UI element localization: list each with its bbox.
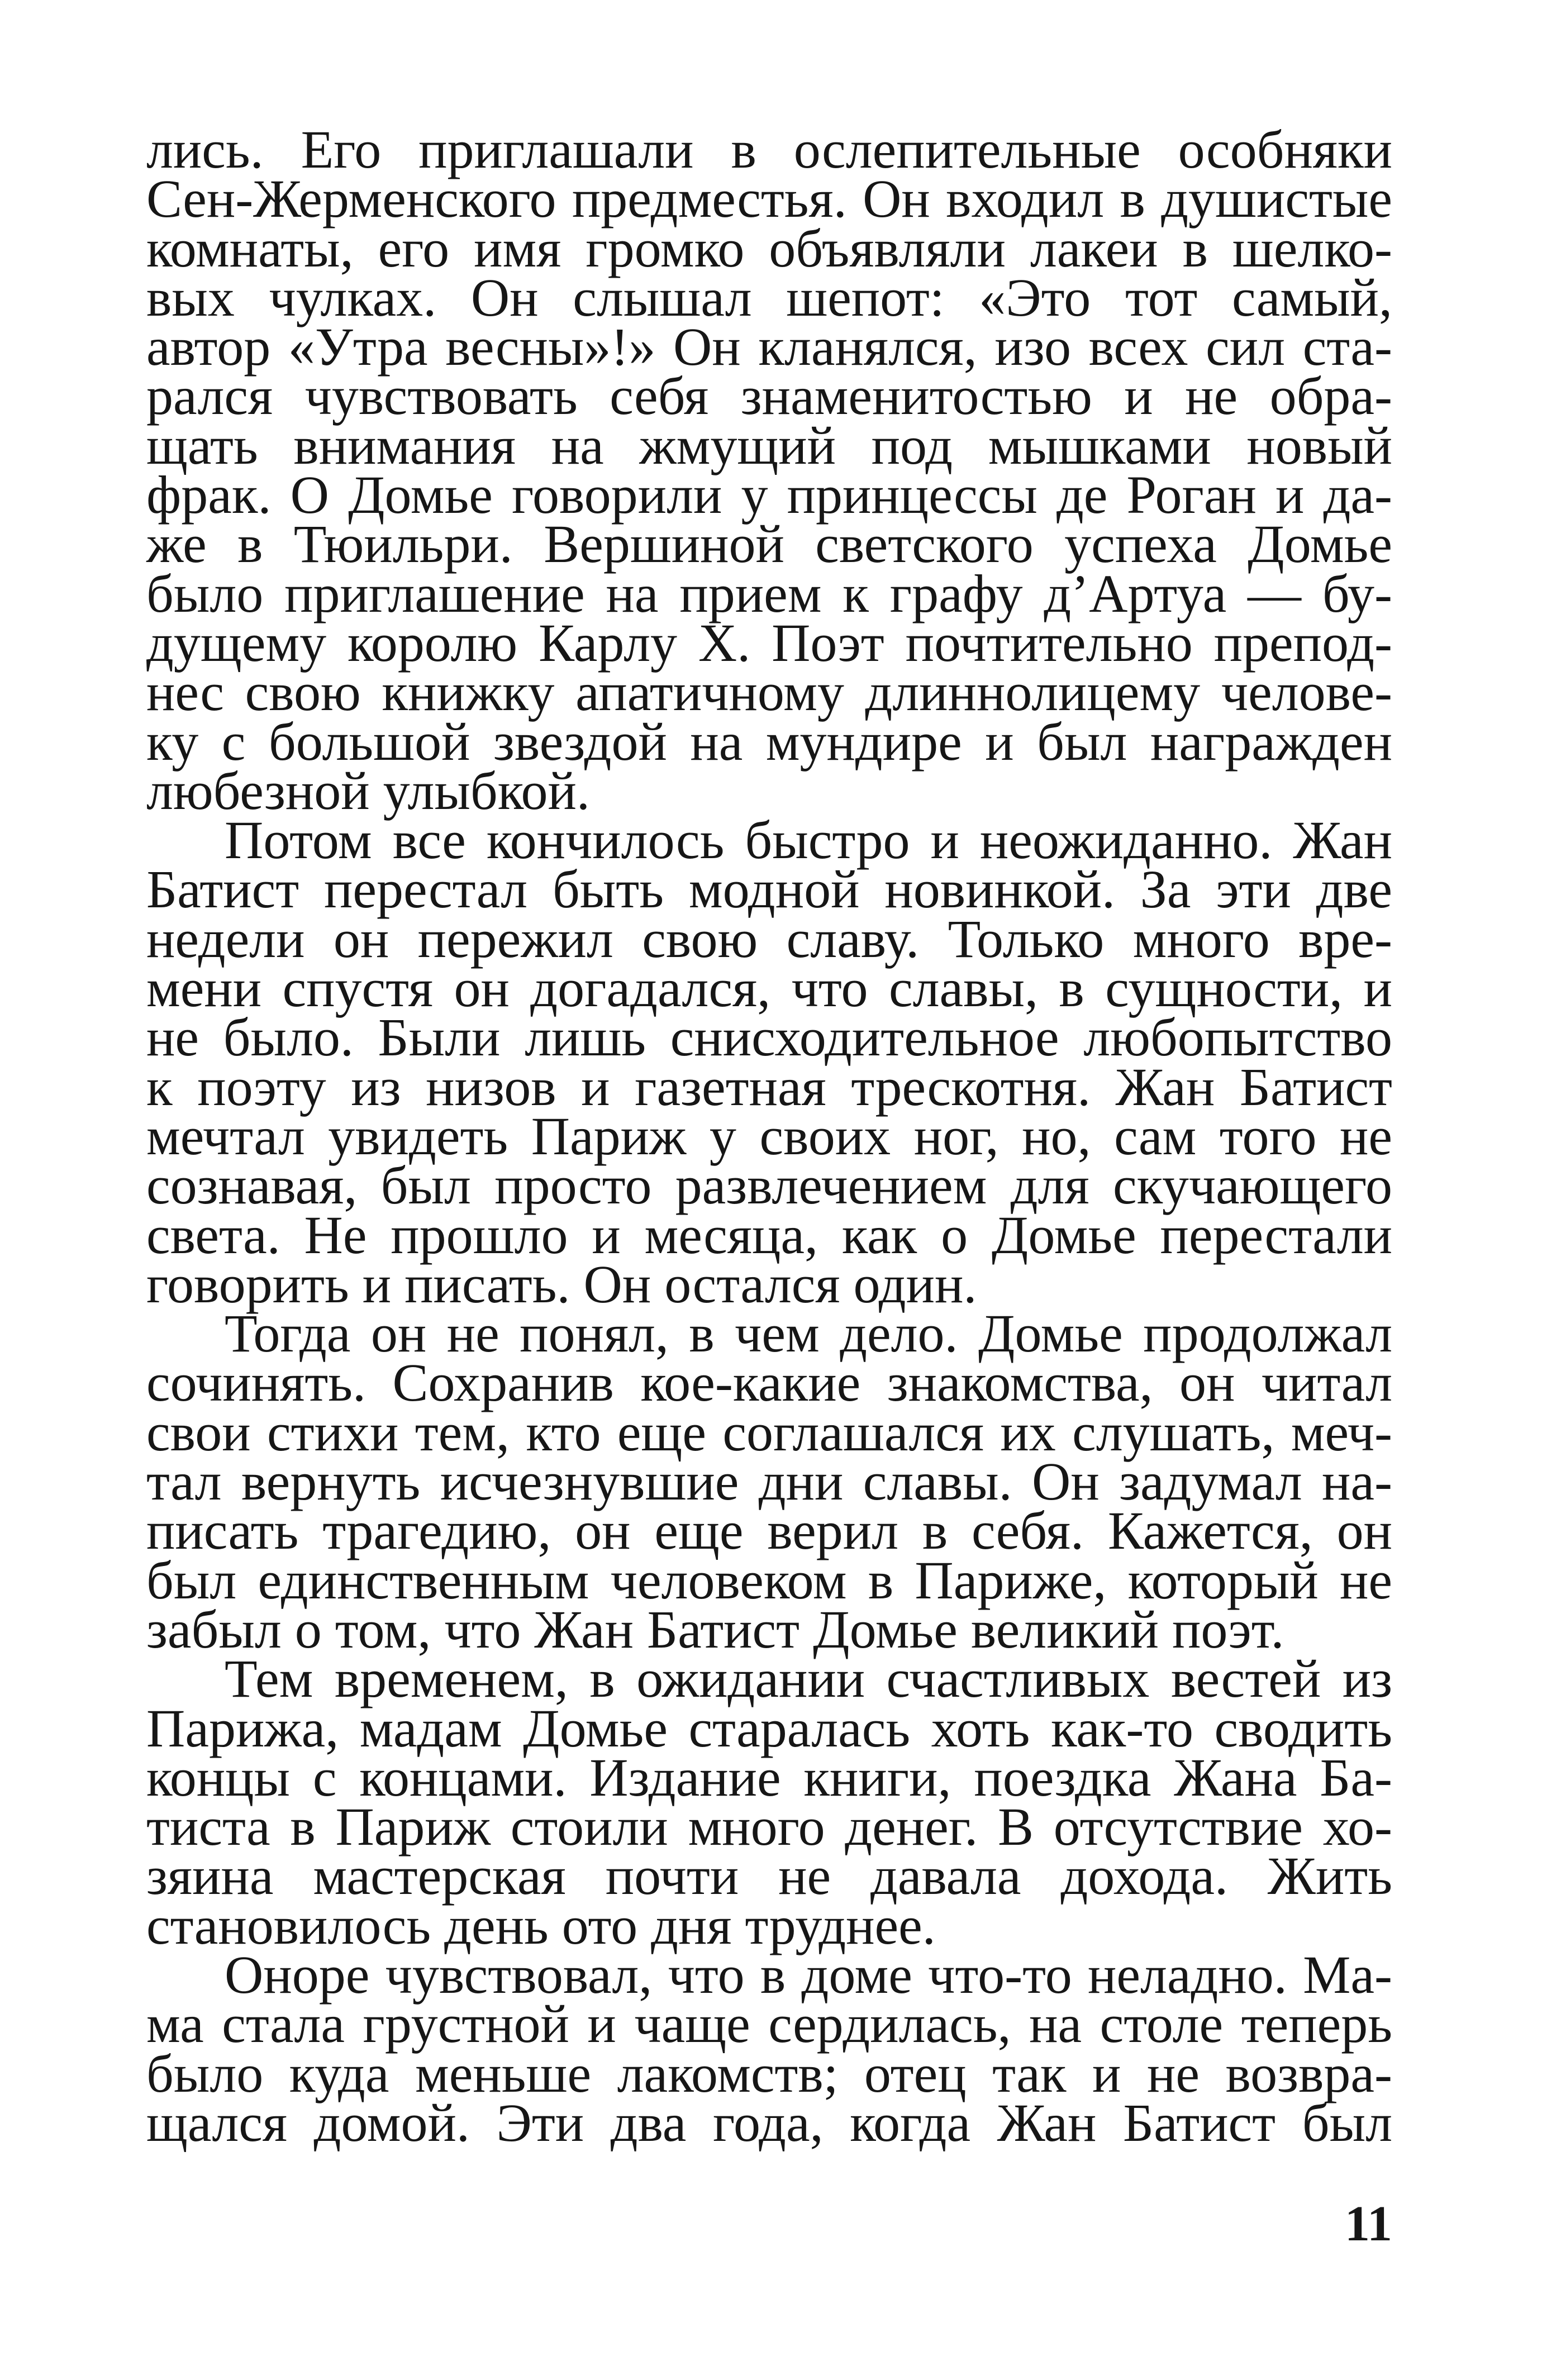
- text-line: щать внимания на жмущий под мышками новый: [146, 415, 1392, 475]
- text-line: Батист перестал быть модной новинкой. За эти две: [146, 859, 1392, 920]
- text-line: свои стихи тем, кто еще соглашался их слушать, меч-: [146, 1402, 1392, 1462]
- text-line: тиста в Париж стоили много денег. В отсутствие хо-: [146, 1797, 1392, 1857]
- page-number: 11: [1344, 2196, 1392, 2252]
- text-line: становилось день ото дня труднее.: [146, 1895, 936, 1955]
- text-line: рался чувствовать себя знаменитостью и не обра-: [146, 366, 1392, 426]
- text-line: не было. Были лишь снисходительное любопытство: [146, 1007, 1392, 1068]
- page-body: [146, 120, 1392, 2252]
- text-line: же в Тюильри. Вершиной светского успеха Домье: [146, 514, 1392, 574]
- text-line: к поэту из низов и газетная трескотня. Жан Батист: [146, 1056, 1392, 1117]
- text-line: любезной улыбкой.: [146, 760, 590, 821]
- text-line: тал вернуть исчезнувшие дни славы. Он задумал на-: [146, 1451, 1392, 1512]
- text-line: ма стала грустной и чаще сердилась, на столе теперь: [146, 1994, 1392, 2054]
- text-line: Парижа, мадам Домье старалась хоть как-то сводить: [146, 1698, 1392, 1758]
- text-line: зяина мастерская почти не давала дохода. Жить: [146, 1846, 1392, 1906]
- text-line: нес свою книжку апатичному длиннолицему челове-: [146, 662, 1392, 722]
- text-line: был единственным человеком в Париже, который не: [146, 1550, 1392, 1610]
- text-line: щался домой. Эти два года, когда Жан Батист был: [146, 2092, 1392, 2153]
- text-line: мени спустя он догадался, что славы, в сущности, и: [146, 958, 1392, 1018]
- text-line: автор «Утра весны»!» Он кланялся, изо всех сил ста-: [146, 317, 1392, 377]
- text-line: было приглашение на прием к графу д’Артуа — бу-: [146, 563, 1392, 623]
- text-line: фрак. О Домье говорили у принцессы де Роган и да-: [146, 465, 1392, 525]
- text-line: вых чулках. Он слышал шепот: «Это тот самый,: [146, 267, 1392, 327]
- text-line: сознавая, был просто развлечением для скучающего: [146, 1155, 1392, 1216]
- text-line: дущему королю Карлу X. Поэт почтительно препод-: [146, 612, 1392, 673]
- text-line: Оноре чувствовал, что в доме что-то неладно. Ма-: [225, 1944, 1392, 2005]
- text-line: Тем временем, в ожидании счастливых вестей из: [225, 1649, 1392, 1709]
- text-line: писать трагедию, он еще верил в себя. Кажется, он: [146, 1501, 1392, 1561]
- text-line: мечтал увидеть Париж у своих ног, но, сам того не: [146, 1106, 1392, 1166]
- text-line: недели он пережил свою славу. Только много вре-: [146, 908, 1392, 969]
- text-line: комнаты, его имя громко объявляли лакеи в шелко-: [146, 218, 1392, 278]
- text-line: концы с концами. Издание книги, поездка Жана Ба-: [146, 1747, 1392, 1807]
- text-line: говорить и писать. Он остался один.: [146, 1254, 977, 1314]
- text-line: Сен-Жерменского предместья. Он входил в душистые: [146, 169, 1392, 229]
- text-line: забыл о том, что Жан Батист Домье великий поэт.: [146, 1599, 1284, 1659]
- text-line: Тогда он не понял, в чем дело. Домье продолжал: [225, 1303, 1392, 1364]
- text-line: было куда меньше лакомств; отец так и не возвра-: [146, 2043, 1392, 2103]
- text-line: лись. Его приглашали в ослепительные особняки: [146, 120, 1392, 179]
- text-line: ку с большой звездой на мундире и был награжден: [146, 711, 1392, 772]
- text-line: Потом все кончилось быстро и неожиданно. Жан: [225, 810, 1392, 870]
- text-line: сочинять. Сохранив кое-какие знакомства, он читал: [146, 1353, 1392, 1413]
- text-line: света. Не прошло и месяца, как о Домье перестали: [146, 1205, 1392, 1265]
